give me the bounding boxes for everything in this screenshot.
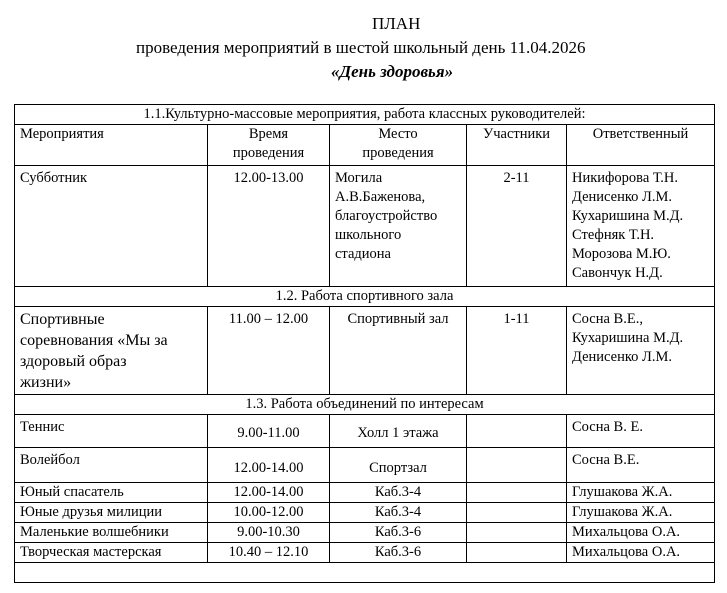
cell-time: 9.00-10.30 — [208, 523, 330, 543]
table-row — [15, 483, 715, 503]
cell-event: Субботник — [15, 166, 208, 287]
cell-place: Каб.3-6 — [330, 543, 467, 563]
cell-time: 12.00-14.00 — [208, 448, 330, 483]
responsible-line: Сосна В.Е., — [572, 311, 643, 327]
cell-responsible — [567, 307, 715, 395]
cell-place: Холл 1 этажа — [330, 415, 467, 448]
cell-participants: 1-11 — [467, 307, 567, 395]
cell-responsible: Сосна В. Е. — [567, 415, 715, 448]
cell-time: 12.00-14.00 — [208, 483, 330, 503]
cell-responsible: Сосна В.Е. — [567, 448, 715, 483]
cell-event: Творческая мастерская — [15, 543, 208, 563]
cell-participants — [467, 483, 567, 503]
cell-participants — [467, 448, 567, 483]
column-header-place — [330, 125, 467, 166]
cell-event: Юные друзья милиции — [15, 503, 208, 523]
column-header-responsible-label: Ответственный — [592, 126, 689, 142]
cell-place: Каб.3-6 — [330, 523, 467, 543]
section-row — [15, 105, 715, 125]
event-line: Спортивные — [20, 311, 105, 328]
responsible-line: Денисенко Л.М. — [572, 189, 672, 205]
empty-cell — [15, 563, 715, 583]
responsible-line: Савончук Н.Д. — [572, 265, 663, 281]
cell-participants — [467, 503, 567, 523]
cell-responsible: Михальцова О.А. — [567, 523, 715, 543]
column-header-event-label: Мероприятия — [20, 126, 104, 142]
responsible-line: Денисенко Л.М. — [572, 349, 672, 365]
place-line: благоустройство — [335, 208, 438, 224]
responsible-line: Кухаришина М.Д. — [572, 208, 684, 224]
cell-place: Спортивный зал — [330, 307, 467, 395]
header-row — [15, 125, 715, 166]
table-row — [15, 307, 715, 395]
cell-event: Юный спасатель — [15, 483, 208, 503]
table-row — [15, 523, 715, 543]
cell-responsible: Глушакова Ж.А. — [567, 503, 715, 523]
section-row — [15, 287, 715, 307]
place-line: школьного — [335, 227, 402, 243]
event-line: соревнования «Мы за — [20, 332, 168, 349]
cell-event: Маленькие волшебники — [15, 523, 208, 543]
cell-responsible: Михальцова О.А. — [567, 543, 715, 563]
section-title: 1.2. Работа спортивного зала — [15, 287, 715, 307]
column-header-time — [208, 125, 330, 166]
column-header-time-line1: Время — [248, 126, 289, 142]
cell-time: 12.00-13.00 — [208, 166, 330, 287]
section-title: 1.3. Работа объединений по интересам — [15, 395, 715, 415]
column-header-responsible — [567, 125, 715, 166]
cell-place — [330, 166, 467, 287]
plan-subtitle: проведения мероприятий в шестой школьный день 11.04.2026 — [136, 38, 586, 57]
cell-place: Каб.3-4 — [330, 483, 467, 503]
empty-row — [15, 563, 715, 583]
table-row — [15, 415, 715, 448]
cell-event: Волейбол — [15, 448, 208, 483]
event-name: «День здоровья» — [331, 62, 454, 81]
event-line: жизни» — [20, 374, 72, 391]
column-header-place-line2: проведения — [362, 145, 434, 161]
column-header-participants — [467, 125, 567, 166]
place-line: А.В.Баженова, — [335, 189, 426, 205]
cell-time: 11.00 – 12.00 — [208, 307, 330, 395]
place-line: стадиона — [335, 246, 391, 262]
cell-responsible: Глушакова Ж.А. — [567, 483, 715, 503]
responsible-line: Кухаришина М.Д. — [572, 330, 684, 346]
cell-time: 9.00-11.00 — [208, 415, 330, 448]
cell-participants — [467, 543, 567, 563]
responsible-line: Никифорова Т.Н. — [572, 170, 679, 186]
table-row — [15, 543, 715, 563]
cell-responsible — [567, 166, 715, 287]
plan-title: ПЛАН — [372, 14, 421, 33]
column-header-time-line2: проведения — [232, 145, 305, 161]
cell-participants: 2-11 — [467, 166, 567, 287]
table-row — [15, 503, 715, 523]
column-header-participants-label: Участники — [482, 126, 551, 142]
cell-participants — [467, 415, 567, 448]
event-line: здоровый образ — [20, 353, 127, 370]
cell-place: Каб.3-4 — [330, 503, 467, 523]
responsible-line: Морозова М.Ю. — [572, 246, 671, 262]
column-header-place-line1: Место — [378, 126, 418, 142]
table-row — [15, 166, 715, 287]
column-header-event — [15, 125, 208, 166]
cell-place: Спортзал — [330, 448, 467, 483]
table-row — [15, 448, 715, 483]
schedule-table — [14, 104, 715, 583]
cell-time: 10.40 – 12.10 — [208, 543, 330, 563]
cell-event: Теннис — [15, 415, 208, 448]
section-title: 1.1.Культурно-массовые мероприятия, работа классных руководителей: — [15, 105, 715, 125]
cell-time: 10.00-12.00 — [208, 503, 330, 523]
cell-event — [15, 307, 208, 395]
section-row — [15, 395, 715, 415]
place-line: Могила — [335, 170, 383, 186]
cell-participants — [467, 523, 567, 543]
responsible-line: Стефняк Т.Н. — [572, 227, 655, 243]
